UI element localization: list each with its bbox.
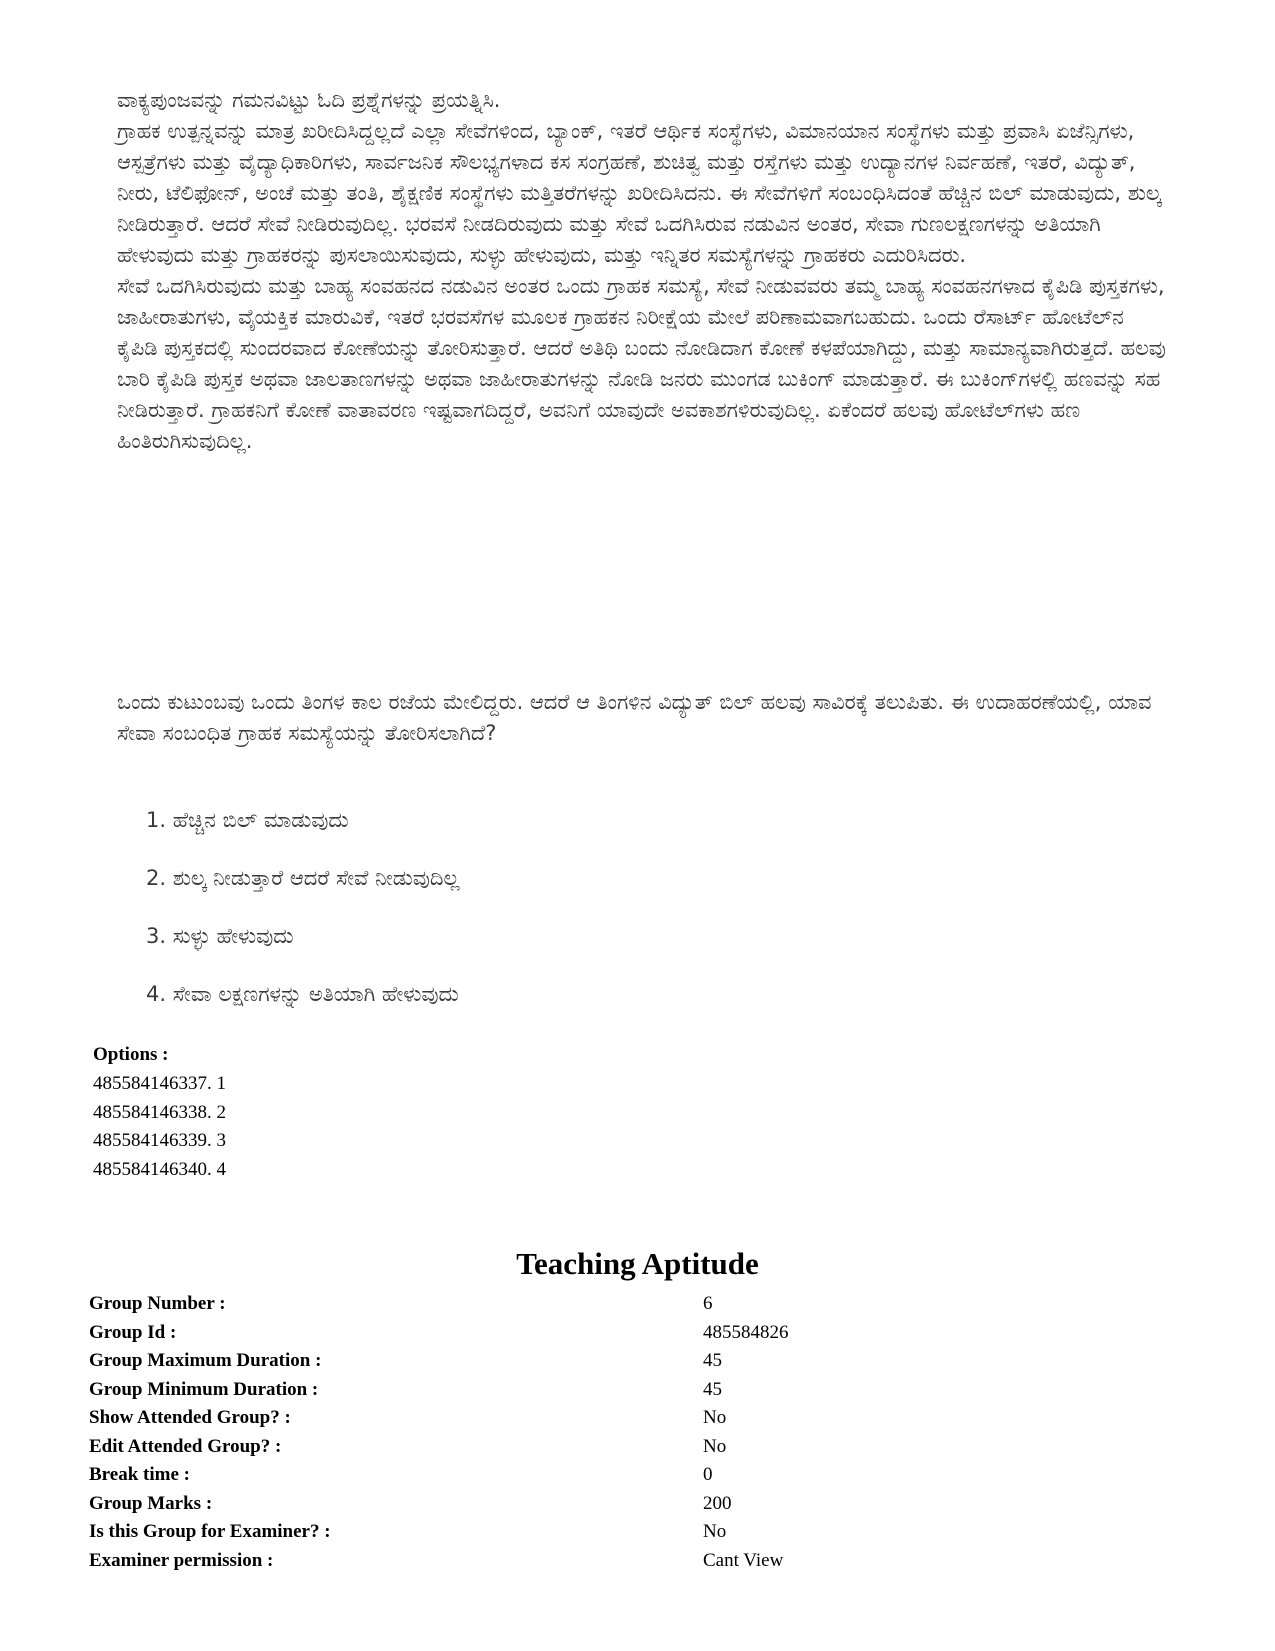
group-info-value: 45 — [703, 1350, 722, 1372]
group-info-value: 485584826 — [703, 1321, 789, 1343]
group-info-label: Break time : — [89, 1464, 190, 1486]
group-info-value: 0 — [703, 1464, 713, 1486]
choice-3: 3. ಸುಳ್ಳು ಹೇಳುವುದು — [146, 924, 294, 948]
group-info-row — [89, 1461, 1089, 1490]
question-text: ಒಂದು ಕುಟುಂಬವು ಒಂದು ತಿಂಗಳ ಕಾಲ ರಜೆಯ ಮೇಲಿದ್ದರು. ಆದರೆ ಆ ತಿಂಗಳಿನ ವಿದ್ಯುತ್ ಬಿಲ್ ಹಲವು ಸಾವಿರಕ್ಕೆ ತಲುಪಿತು. ಈ ಉದಾಹರಣೆಯಲ್ಲಿ, ಯಾವ ಸೇವಾ ಸಂಬಂಧಿತ ಗ್ರಾಹಕ ಸಮಸ್ಯೆಯನ್ನು ತೋರಿಸಲಾಗಿದೆ? — [117, 690, 1152, 745]
question-block — [117, 687, 1167, 749]
group-info-value: No — [703, 1435, 727, 1457]
choice-2: 2. ಶುಲ್ಕ ನೀಡುತ್ತಾರೆ ಆದರೆ ಸೇವೆ ನೀಡುವುದಿಲ್ಲ — [146, 866, 460, 890]
group-info-value: No — [703, 1521, 727, 1543]
group-info-value: 200 — [703, 1492, 732, 1514]
group-info-row — [89, 1547, 1089, 1576]
group-info-table — [89, 1290, 1089, 1575]
group-info-label: Group Minimum Duration : — [89, 1378, 319, 1400]
passage-paragraph-2: ಸೇವೆ ಒದಗಿಸಿರುವುದು ಮತ್ತು ಬಾಹ್ಯ ಸಂವಹನದ ನಡುವಿನ ಅಂತರ ಒಂದು ಗ್ರಾಹಕ ಸಮಸ್ಯೆ, ಸೇವೆ ನೀಡುವವರು ತಮ್ಮ ಬಾಹ್ಯ ಸಂವಹನಗಳಾದ ಕೈಪಿಡಿ ಪುಸ್ತಕಗಳು, ಜಾಹೀರಾತುಗಳು, ವೈಯಕ್ತಿಕ ಮಾರುವಿಕೆ, ಇತರೆ ಭರವಸೆಗಳ ಮೂಲಕ ಗ್ರಾಹಕನ ನಿರೀಕ್ಷೆಯ ಮೇಲೆ ಪರಿಣಾಮವಾಗಬಹುದು. ಒಂದು ರೆಸಾರ್ಟ್ ಹೋಟೆಲ್‌ನ ಕೈಪಿಡಿ ಪುಸ್ತಕದಲ್ಲಿ ಸುಂದರವಾದ ಕೋಣೆಯನ್ನು ತೋರಿಸುತ್ತಾರೆ. ಆದರೆ ಅತಿಥಿ ಬಂದು ನೋಡಿದಾಗ ಕೋಣೆ ಕಳಪೆಯಾಗಿದ್ದು, ಮತ್ತು ಸಾಮಾನ್ಯವಾಗಿರುತ್ತದೆ. ಹಲವು ಬಾರಿ ಕೈಪಿಡಿ ಪುಸ್ತಕ ಅಥವಾ ಜಾಲತಾಣಗಳನ್ನು ಅಥವಾ ಜಾಹೀರಾತುಗಳನ್ನು ನೋಡಿ ಜನರು ಮುಂಗಡ ಬುಕಿಂಗ್ ಮಾಡುತ್ತಾರೆ. ಈ ಬುಕಿಂಗ್‌ಗಳಲ್ಲಿ ಹಣವನ್ನು ಸಹ ನೀಡಿರುತ್ತಾರೆ. ಗ್ರಾಹಕನಿಗೆ ಕೋಣೆ ವಾತಾವರಣ ಇಷ್ಟವಾಗದಿದ್ದರೆ, ಅವನಿಗೆ ಯಾವುದೇ ಅವಕಾಶಗಳಿರುವುದಿಲ್ಲ. ಏಕೆಂದರೆ ಹಲವು ಹೋಟೆಲ್‌ಗಳು ಹಣ ಹಿಂತಿರುಗಿಸುವುದಿಲ್ಲ. — [117, 274, 1166, 453]
group-info-value: Cant View — [703, 1549, 784, 1571]
option-item: 485584146340. 4 — [93, 1158, 226, 1180]
group-info-label: Group Marks : — [89, 1492, 213, 1514]
group-info-label: Edit Attended Group? : — [89, 1435, 282, 1457]
group-info-row — [89, 1347, 1089, 1376]
options-header: Options : — [93, 1044, 169, 1065]
group-info-label: Group Number : — [89, 1293, 226, 1315]
group-info-row — [89, 1518, 1089, 1547]
group-info-row — [89, 1490, 1089, 1519]
group-info-label: Show Attended Group? : — [89, 1407, 291, 1429]
option-item: 485584146337. 1 — [93, 1073, 226, 1094]
group-info-row — [89, 1404, 1089, 1433]
group-info-label: Group Maximum Duration : — [89, 1350, 322, 1372]
group-info-row — [89, 1433, 1089, 1462]
group-info-label: Examiner permission : — [89, 1549, 274, 1571]
group-info-value: 45 — [703, 1378, 722, 1400]
group-info-label: Group Id : — [89, 1321, 177, 1343]
choice-4: 4. ಸೇವಾ ಲಕ್ಷಣಗಳನ್ನು ಅತಿಯಾಗಿ ಹೇಳುವುದು — [146, 982, 459, 1006]
option-item: 485584146338. 2 — [93, 1101, 226, 1123]
group-info-label: Is this Group for Examiner? : — [89, 1521, 331, 1543]
group-info-row — [89, 1290, 1089, 1319]
passage-block — [117, 85, 1167, 457]
group-info-value: No — [703, 1407, 727, 1429]
group-info-value: 6 — [703, 1293, 713, 1315]
answer-choices — [146, 805, 846, 1037]
choice-1: 1. ಹೆಚ್ಚಿನ ಬಿಲ್ ಮಾಡುವುದು — [146, 808, 349, 832]
option-item: 485584146339. 3 — [93, 1130, 226, 1151]
group-info-row — [89, 1376, 1089, 1405]
passage-paragraph-1: ಗ್ರಾಹಕ ಉತ್ಪನ್ನವನ್ನು ಮಾತ್ರ ಖರೀದಿಸಿದ್ದಲ್ಲದೆ ಎಲ್ಲಾ ಸೇವೆಗಳಿಂದ, ಬ್ಯಾಂಕ್, ಇತರೆ ಆರ್ಥಿಕ ಸಂಸ್ಥೆಗಳು, ವಿಮಾನಯಾನ ಸಂಸ್ಥೆಗಳು ಮತ್ತು ಪ್ರವಾಸಿ ಏಜೆನ್ಸಿಗಳು, ಆಸ್ಪತ್ರೆಗಳು ಮತ್ತು ವೈದ್ಯಾಧಿಕಾರಿಗಳು, ಸಾರ್ವಜನಿಕ ಸೌಲಭ್ಯಗಳಾದ ಕಸ ಸಂಗ್ರಹಣೆ, ಶುಚಿತ್ವ ಮತ್ತು ರಸ್ತೆಗಳು ಮತ್ತು ಉದ್ಯಾನಗಳ ನಿರ್ವಹಣೆ, ಇತರೆ, ವಿದ್ಯುತ್, ನೀರು, ಟೆಲಿಫೋನ್, ಅಂಚೆ ಮತ್ತು ತಂತಿ, ಶೈಕ್ಷಣಿಕ ಸಂಸ್ಥೆಗಳು ಮತ್ತಿತರೆಗಳನ್ನು ಖರೀದಿಸಿದನು. ಈ ಸೇವೆಗಳಿಗೆ ಸಂಬಂಧಿಸಿದಂತೆ ಹೆಚ್ಚಿನ ಬಿಲ್ ಮಾಡುವುದು, ಶುಲ್ಕ ನೀಡಿರುತ್ತಾರೆ. ಆದರೆ ಸೇವೆ ನೀಡಿರುವುದಿಲ್ಲ. ಭರವಸೆ ನೀಡದಿರುವುದು ಮತ್ತು ಸೇವೆ ಒದಗಿಸಿರುವ ನಡುವಿನ ಅಂತರ, ಸೇವಾ ಗುಣಲಕ್ಷಣಗಳನ್ನು ಅತಿಯಾಗಿ ಹೇಳುವುದು ಮತ್ತು ಗ್ರಾಹಕರನ್ನು ಪುಸಲಾಯಿಸುವುದು, ಸುಳ್ಳು ಹೇಳುವುದು, ಮತ್ತು ಇನ್ನಿತರ ಸಮಸ್ಯೆಗಳನ್ನು ಗ್ರಾಹಕರು ಎದುರಿಸಿದರು. — [117, 119, 1162, 267]
group-info-row — [89, 1319, 1089, 1348]
section-title: Teaching Aptitude — [516, 1246, 759, 1281]
options-list — [93, 1040, 226, 1184]
passage-instruction: ವಾಕ್ಯಪುಂಜವನ್ನು ಗಮನವಿಟ್ಟು ಓದಿ ಪ್ರಶ್ನೆಗಳನ್ನು ಪ್ರಯತ್ನಿಸಿ. — [117, 88, 501, 112]
